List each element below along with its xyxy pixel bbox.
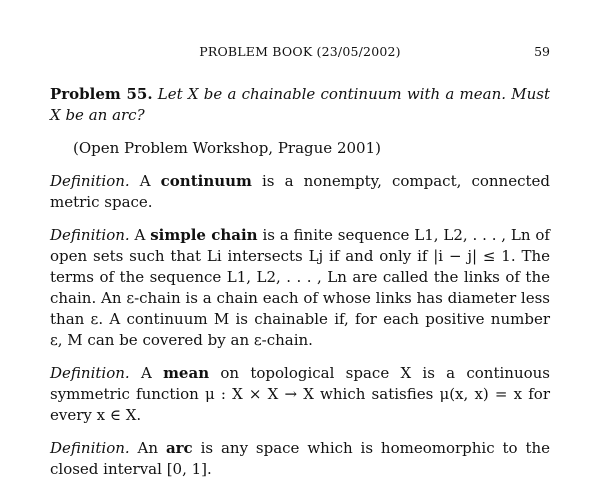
definition-label: Definition. [50,172,130,190]
definition-label: Definition. [50,439,130,457]
definition-term: simple chain [150,226,258,244]
page-number: 59 [534,44,550,59]
definition-continuum [50,171,550,213]
problem-text: Let X be a chainable continuum with a mean. Must X be an arc? [50,85,550,124]
definition-term: arc [165,439,193,457]
page-body [50,84,550,492]
definition-arc [50,438,550,480]
definition-simple-chain [50,225,550,351]
definition-text: is a nonempty, compact, connected metric space. [50,172,550,211]
definition-term: continuum [160,172,252,190]
definition-label: Definition. [50,364,130,382]
definition-lead: An [137,439,159,457]
definition-lead: A [134,226,146,244]
definition-text: is a finite sequence L1, L2, . . . , Ln of open sets such that Li intersects Lj if and only if |i − j| ≤ 1. The terms of the sequence L1, L2, . . . , Ln are called the links of the chain. An ε-chain is a chain each of whose links has diameter less than ε. A continuum M is chainable if, for each positive number ε, M can be covered by an ε-chain. [50,226,550,349]
definition-label: Definition. [50,226,130,244]
definition-term: mean [163,364,210,382]
definition-mean [50,363,550,426]
problem-label: Problem 55. [50,85,153,103]
definition-lead: A [140,364,152,382]
definition-text: is any space which is homeomorphic to the closed interval [0, 1]. [50,439,551,478]
problem-statement [50,84,550,126]
running-title: PROBLEM BOOK (23/05/2002) [199,44,401,59]
problem-source: (Open Problem Workshop, Prague 2001) [73,139,381,157]
definition-text: on topological space X is a continuous symmetric function μ : X × X → X which satisfies μ(x, x) = x for every x ∈ X. [50,364,551,424]
definition-lead: A [139,172,151,190]
page-header [50,44,550,64]
